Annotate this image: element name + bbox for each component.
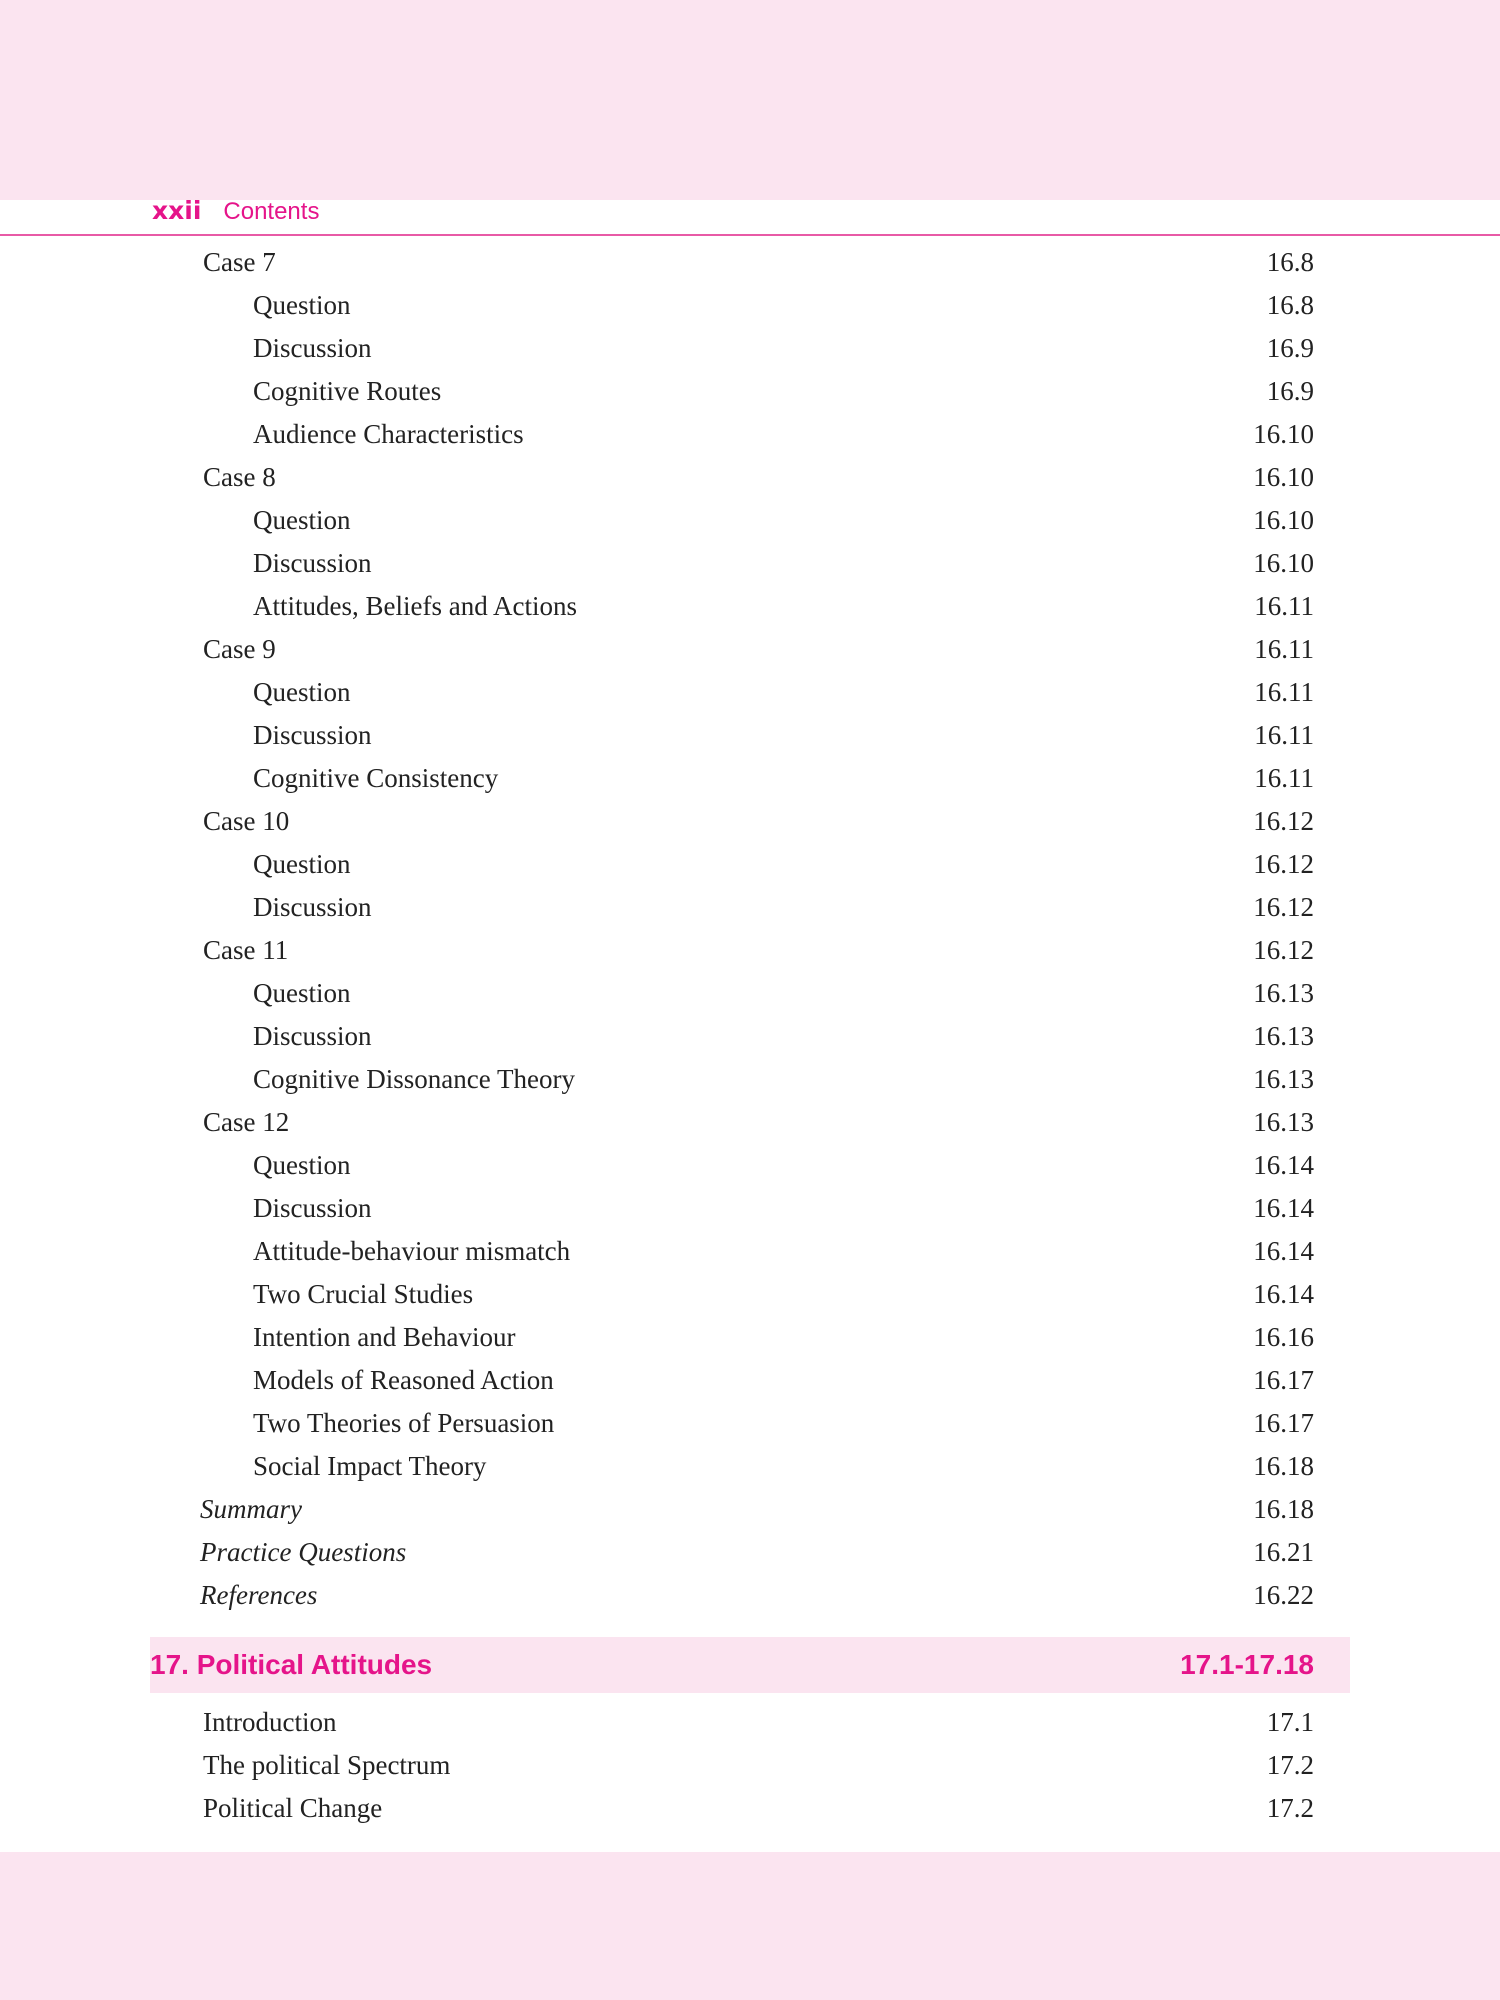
toc-entry-page: 16.9 [1266, 333, 1314, 363]
toc-entry-page: 16.10 [1253, 462, 1314, 492]
toc-entry-label: Case 8 [203, 462, 276, 492]
toc-entry-label: Cognitive Dissonance Theory [253, 1064, 575, 1094]
toc-entry[interactable] [0, 714, 1500, 757]
toc-entry-page: 16.14 [1253, 1279, 1314, 1309]
toc-entry-page: 16.18 [1253, 1494, 1314, 1524]
toc-entry-label: The political Spectrum [203, 1750, 451, 1780]
toc-entry-label: Discussion [253, 720, 372, 750]
toc-entry-page: 16.10 [1253, 505, 1314, 535]
toc-entry[interactable] [0, 1316, 1500, 1359]
chapter-title: 17. Political Attitudes [150, 1649, 433, 1680]
toc-entry-label: Social Impact Theory [253, 1451, 487, 1481]
toc-entry-label: Audience Characteristics [253, 419, 524, 449]
toc-entry-label: Question [253, 290, 351, 320]
toc-entry[interactable] [0, 1273, 1500, 1316]
toc-entry[interactable] [0, 886, 1500, 929]
toc-entry-page: 16.11 [1254, 677, 1314, 707]
toc-entry-label: Attitude-behaviour mismatch [253, 1236, 571, 1266]
toc-entry[interactable] [0, 1787, 1500, 1830]
toc-entry-label: Case 9 [203, 634, 276, 664]
toc-entry-label: Cognitive Consistency [253, 763, 499, 793]
toc-entry[interactable] [0, 413, 1500, 456]
toc-entry-page: 16.9 [1266, 376, 1314, 406]
toc-entry-page: 16.11 [1254, 591, 1314, 621]
toc-entry[interactable] [0, 972, 1500, 1015]
toc-entry-label: Question [253, 677, 351, 707]
header-rule [0, 234, 1500, 236]
bottom-margin-band [0, 1852, 1500, 2000]
toc-entry-page: 16.17 [1253, 1365, 1314, 1395]
toc-entry[interactable] [0, 1488, 1500, 1531]
toc-entry-label: Cognitive Routes [253, 376, 442, 406]
toc-entry[interactable] [0, 1101, 1500, 1144]
toc-entry-page: 16.11 [1254, 634, 1314, 664]
toc-entry-label: Two Crucial Studies [253, 1279, 474, 1309]
toc-entry-label: Discussion [253, 1021, 372, 1051]
toc-entry-label: Models of Reasoned Action [253, 1365, 554, 1395]
toc-entry[interactable] [0, 1574, 1500, 1617]
toc-entry[interactable] [0, 585, 1500, 628]
page-number: xxii [152, 196, 202, 225]
toc-entry-label: Case 7 [203, 247, 276, 277]
toc-entry[interactable] [0, 1187, 1500, 1230]
toc-list [0, 241, 1500, 1617]
toc-entry-label: Question [253, 849, 351, 879]
toc-entry-label: Discussion [253, 333, 372, 363]
toc-entry-page: 17.2 [1266, 1793, 1314, 1823]
toc-entry-label: Question [253, 1150, 351, 1180]
toc-entry[interactable] [0, 1402, 1500, 1445]
toc-entry[interactable] [0, 327, 1500, 370]
section-title: Contents [223, 198, 320, 225]
toc-entry-label: Question [253, 505, 351, 535]
toc-entry-label: Intention and Behaviour [253, 1322, 516, 1352]
toc-entry-page: 16.8 [1266, 247, 1314, 277]
toc-entry-label: Discussion [253, 548, 372, 578]
toc-entry-page: 16.10 [1253, 548, 1314, 578]
toc-entry[interactable] [0, 671, 1500, 714]
toc-entry-page: 16.13 [1253, 1107, 1314, 1137]
toc-entry-page: 16.14 [1253, 1193, 1314, 1223]
toc-entry[interactable] [0, 370, 1500, 413]
toc-entry-page: 16.16 [1253, 1322, 1314, 1352]
toc-entry[interactable] [0, 1058, 1500, 1101]
toc-entry[interactable] [0, 1015, 1500, 1058]
toc-entry-page: 16.13 [1253, 978, 1314, 1008]
toc-entry-label: Two Theories of Persuasion [253, 1408, 555, 1438]
toc-entry[interactable] [0, 1230, 1500, 1273]
toc-entry-page: 16.12 [1253, 935, 1314, 965]
toc-entry[interactable] [0, 1531, 1500, 1574]
toc-entry-label: Case 11 [203, 935, 289, 965]
toc-entry-page: 16.11 [1254, 763, 1314, 793]
toc-entry-label: Case 10 [203, 806, 290, 836]
toc-entry-page: 16.10 [1253, 419, 1314, 449]
toc-entry[interactable] [0, 284, 1500, 327]
toc-entry[interactable] [0, 800, 1500, 843]
toc-entry-label: Discussion [253, 1193, 372, 1223]
toc-entry[interactable] [0, 843, 1500, 886]
toc-entry[interactable] [0, 1701, 1500, 1744]
toc-entry-label: Introduction [203, 1707, 337, 1737]
toc-entry-page: 16.13 [1253, 1021, 1314, 1051]
chapter-heading[interactable] [150, 1637, 1350, 1693]
toc-entry-label: Attitudes, Beliefs and Actions [253, 591, 577, 621]
toc-entry[interactable] [0, 499, 1500, 542]
toc-entry-label: Summary [200, 1494, 302, 1524]
toc-entry-page: 16.11 [1254, 720, 1314, 750]
toc-entry[interactable] [0, 542, 1500, 585]
toc-entry-label: Case 12 [203, 1107, 290, 1137]
toc-entry-page: 16.12 [1253, 806, 1314, 836]
toc-entry-page: 17.1 [1266, 1707, 1314, 1737]
toc-entry[interactable] [0, 1445, 1500, 1488]
toc-entry-page: 16.12 [1253, 849, 1314, 879]
toc-entry-page: 17.2 [1266, 1750, 1314, 1780]
toc-entry-label: Question [253, 978, 351, 1008]
chapter-page-range: 17.1-17.18 [1180, 1649, 1314, 1680]
chapter-toc-list [0, 1701, 1500, 1830]
toc-entry-page: 16.17 [1253, 1408, 1314, 1438]
toc-entry-label: Discussion [253, 892, 372, 922]
toc-entry-page: 16.21 [1253, 1537, 1314, 1567]
toc-entry[interactable] [0, 929, 1500, 972]
toc-entry-page: 16.14 [1253, 1150, 1314, 1180]
toc-entry[interactable] [0, 757, 1500, 800]
toc-entry-page: 16.22 [1253, 1580, 1314, 1610]
toc-entry[interactable] [0, 456, 1500, 499]
toc-entry[interactable] [0, 628, 1500, 671]
toc-entry-label: Political Change [203, 1793, 383, 1823]
toc-entry-page: 16.13 [1253, 1064, 1314, 1094]
toc-entry[interactable] [0, 1359, 1500, 1402]
toc-entry-page: 16.18 [1253, 1451, 1314, 1481]
toc-entry-label: References [200, 1580, 318, 1610]
running-head [152, 196, 319, 232]
toc-entry-label: Practice Questions [200, 1537, 407, 1567]
toc-entry-page: 16.12 [1253, 892, 1314, 922]
toc-entry[interactable] [0, 241, 1500, 284]
toc-entry[interactable] [0, 1144, 1500, 1187]
toc-entry-page: 16.14 [1253, 1236, 1314, 1266]
toc-entry[interactable] [0, 1744, 1500, 1787]
top-margin-band [0, 0, 1500, 200]
toc-entry-page: 16.8 [1266, 290, 1314, 320]
